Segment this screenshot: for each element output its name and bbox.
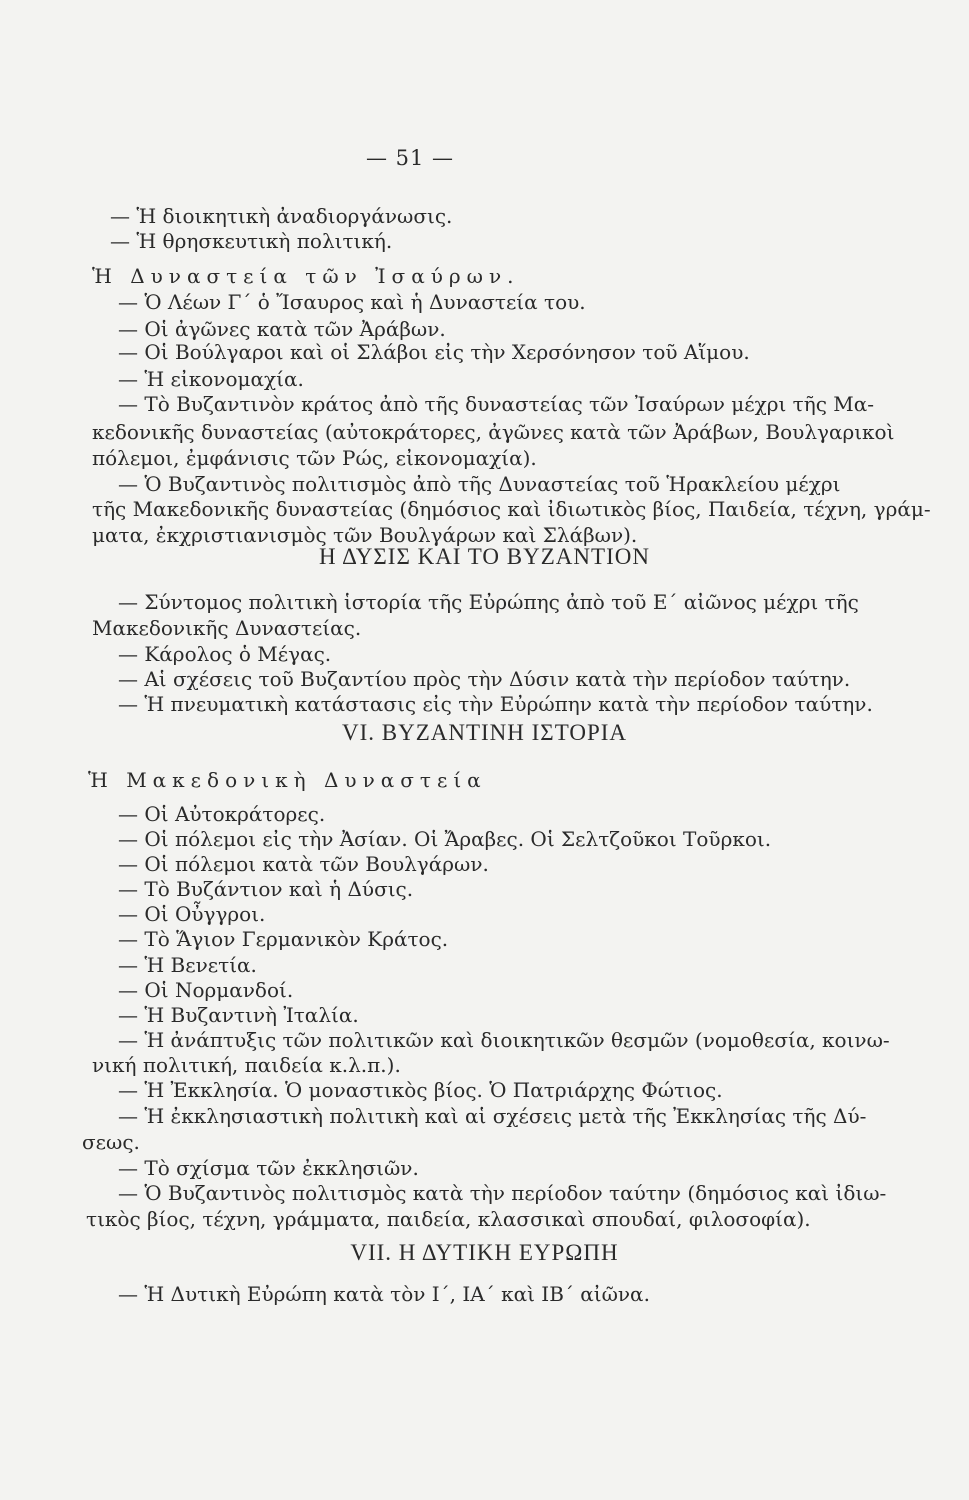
text-line: — Τὸ σχίσμα τῶν ἐκκλησιῶν.	[118, 1156, 419, 1180]
text-line: — Κάρολος ὁ Μέγας.	[118, 642, 332, 666]
text-line: — Τὸ Ἅγιον Γερμανικὸν Κράτος.	[118, 927, 449, 951]
text-line: — Σύντομος πολιτικὴ ἱστορία τῆς Εὐρώπης ἀπὸ τοῦ Ε΄ αἰῶνος μέχρι τῆς	[118, 590, 859, 614]
text-line: — Οἱ Αὐτοκράτορες.	[118, 802, 326, 826]
text-line: — Ὁ Βυζαντινὸς πολιτισμὸς κατὰ τὴν περίοδον ταύτην (δημόσιος καὶ ἰδιω-	[118, 1181, 887, 1205]
section-title-western-europe: VII. Η ΔΥΤΙΚΗ ΕΥΡΩΠΗ	[350, 1240, 619, 1265]
text-line: — Ἡ πνευματικὴ κατάστασις εἰς τὴν Εὐρώπην κατὰ τὴν περίοδον ταύτην.	[118, 692, 873, 716]
text-line: — Οἱ Βούλγαροι καὶ οἱ Σλάβοι εἰς τὴν Χερσόνησον τοῦ Αἵμου.	[118, 340, 750, 364]
text-line: — Ἡ διοικητικὴ ἀναδιοργάνωσις.	[110, 204, 453, 228]
text-line: — Αἱ σχέσεις τοῦ Βυζαντίου πρὸς τὴν Δύσιν κατὰ τὴν περίοδον ταύτην.	[118, 667, 851, 691]
text-line: — Ἡ θρησκευτικὴ πολιτική.	[110, 229, 393, 253]
text-line: — Οἱ πόλεμοι εἰς τὴν Ἀσίαν. Οἱ Ἄραβες. Οἱ Σελτζοῦκοι Τοῦρκοι.	[118, 827, 772, 851]
text-line: — Ἡ εἰκονομαχία.	[118, 367, 304, 391]
text-line: — Οἱ Νορμανδοί.	[118, 978, 294, 1002]
text-line: κεδονικῆς δυναστείας (αὐτοκράτορες, ἀγῶνες κατὰ τῶν Ἀράβων, Βουλγαρικοὶ	[92, 420, 895, 444]
text-line: — Ὁ Λέων Γ΄ ὁ Ἴσαυρος καὶ ἡ Δυναστεία του.	[118, 290, 586, 314]
text-line: — Τὸ Βυζάντιον καὶ ἡ Δύσις.	[118, 877, 414, 901]
text-line: σεως.	[82, 1130, 140, 1154]
text-line: Μακεδονικῆς Δυναστείας.	[92, 616, 362, 640]
text-line: — Ἡ Δυτικὴ Εὐρώπη κατὰ τὸν Ι΄, ΙΑ΄ καὶ ΙΒ΄ αἰῶνα.	[118, 1282, 650, 1306]
section-title-west: Η ΔΥΣΙΣ ΚΑΙ ΤΟ ΒΥΖΑΝΤΙΟΝ	[319, 544, 650, 569]
text-line: — Οἱ ἀγῶνες κατὰ τῶν Ἀράβων.	[118, 317, 446, 341]
text-line: νική πολιτική, παιδεία κ.λ.π.).	[92, 1053, 401, 1077]
text-line: — Τὸ Βυζαντινὸν κράτος ἀπὸ τῆς δυναστείας τῶν Ἰσαύρων μέχρι τῆς Μα-	[118, 392, 874, 416]
text-line: ματα, ἐκχριστιανισμὸς τῶν Βουλγάρων καὶ Σλάβων).	[92, 523, 638, 547]
text-line: — Ἡ Βενετία.	[118, 953, 257, 977]
text-line: — Ἡ ἐκκλησιαστικὴ πολιτικὴ καὶ αἱ σχέσεις μετὰ τῆς Ἐκκλησίας τῆς Δύ-	[118, 1104, 867, 1128]
text-line: πόλεμοι, ἐμφάνισις τῶν Ρώς, εἰκονομαχία).	[92, 446, 537, 470]
section-title-byzantine: VI. ΒΥΖΑΝΤΙΝΗ ΙΣΤΟΡΙΑ	[341, 720, 628, 745]
page-number: — 51 —	[365, 146, 455, 170]
text-line: τῆς Μακεδονικῆς δυναστείας (δημόσιος καὶ ἰδιωτικὸς βίος, Παιδεία, τέχνη, γράμ-	[92, 497, 931, 521]
section-heading-isaurian: Ἡ Δυναστεία τῶν Ἰσαύρων.	[92, 264, 520, 288]
text-line: τικὸς βίος, τέχνη, γράμματα, παιδεία, κλασσικαὶ σπουδαί, φιλοσοφία).	[86, 1207, 811, 1231]
section-heading-macedonian: Ἡ Μακεδονικὴ Δυναστεία	[88, 768, 487, 792]
text-line: — Οἱ Οὖγγροι.	[118, 902, 266, 926]
text-line: — Ὁ Βυζαντινὸς πολιτισμὸς ἀπὸ τῆς Δυναστείας τοῦ Ἡρακλείου μέχρι	[118, 472, 841, 496]
text-line: — Ἡ Βυζαντινὴ Ἰταλία.	[118, 1003, 359, 1027]
text-line: — Οἱ πόλεμοι κατὰ τῶν Βουλγάρων.	[118, 852, 489, 876]
text-line: — Ἡ ἀνάπτυξις τῶν πολιτικῶν καὶ διοικητικῶν θεσμῶν (νομοθεσία, κοινω-	[118, 1028, 890, 1052]
text-line: — Ἡ Ἐκκλησία. Ὁ μοναστικὸς βίος. Ὁ Πατριάρχης Φώτιος.	[118, 1078, 723, 1102]
